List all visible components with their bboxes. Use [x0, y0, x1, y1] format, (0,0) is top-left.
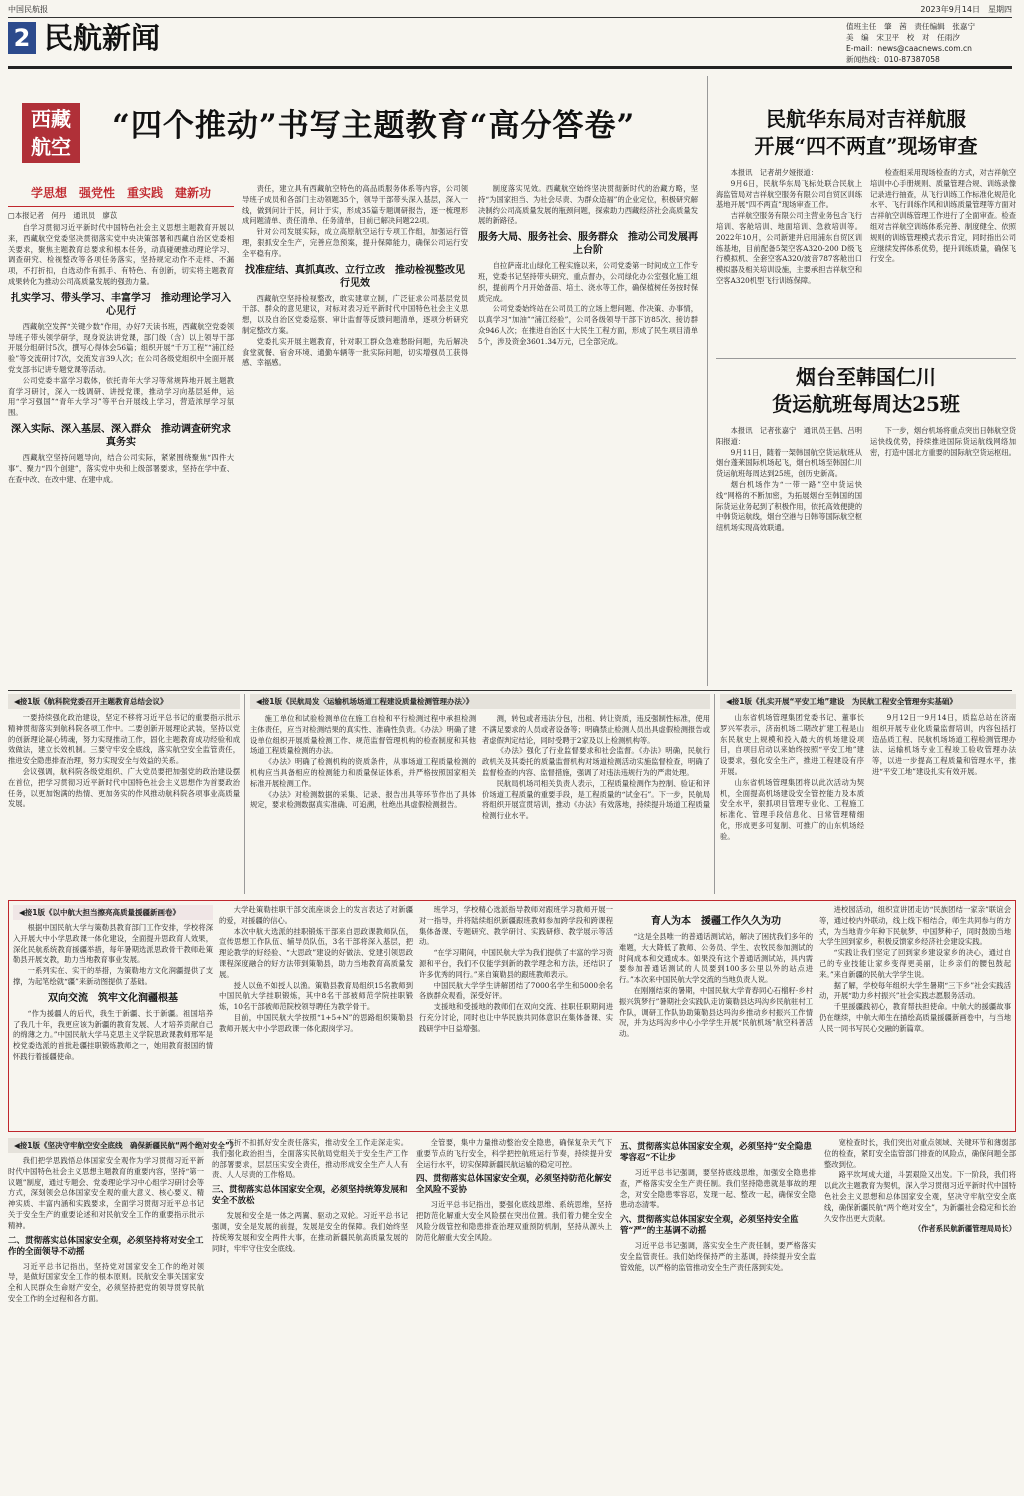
paragraph: 9月6日，民航华东局飞标处联合民航上海监管局对吉祥航空服务有限公司自贸区训练基地开展“四不两直”现场审查工作。 — [716, 178, 862, 210]
paragraph: “作为援疆人的后代，我生于新疆、长于新疆。祖国培养了我几十年，我更应该为新疆的教育发展、人才培养贡献自己的绵薄之力。”中国民航大学马克思主义学院思政课教师邢军是校党委选派的首批赴疆挂职锻炼教师之一，她用教育报国的情怀践行着援疆使命。 — [13, 1008, 213, 1061]
article-column — [619, 905, 813, 1129]
editorial-credits — [846, 21, 1016, 65]
headline-line: 民航华东局对吉祥航服 — [766, 107, 966, 131]
paragraph: 习近平总书记强调，落实安全生产责任制，要严格落实安全监管责任。我们始终保持严的主基调，持续提升安全监管效能，以严格的监管推动安全生产责任落到实处。 — [620, 1241, 816, 1272]
paragraph: 习近平总书记指出，坚持党对国家安全工作的绝对领导，是做好国家安全工作的根本原则。民航安全事关国家安全和人民群众生命财产安全，必须坚持把党的领导贯穿民航安全工作的全过程和各方面。 — [8, 1261, 204, 1303]
paragraph: 9月11日，随着一架韩国航空货运航班从烟台蓬莱国际机场起飞，烟台机场至韩国仁川货运航班每周达到25班，创历史新高。 — [716, 447, 862, 479]
subheading: 扎实学习、带头学习、丰富学习 推动理论学习入心见行 — [11, 292, 231, 317]
paragraph: 责任，建立具有西藏航空特色的高品质服务体系等内容，公司领导班子成员和各部门主动领题35个，领导干部带头深入基层，深入一线，做到问计于民，问计于实，形成35篇专题调研报告，逐一梳理形成问题清单、责任清单、任务清单，目前已解决问题22项。 — [242, 184, 468, 226]
paragraph: 山东省机场管理集团党委书记、董事长罗兴军表示，济南机场二期改扩建工程是山东民航史上规模和投入最大的机场建设项目，自项目启动以来始终按照“平安工地”建设要求，强化安全生产，推进工程建设有序开展。 — [720, 713, 864, 776]
subheading: 找准症结、真抓真改、立行立改 推动检视整改见行见效 — [245, 264, 465, 289]
paragraph: 施工单位和试验检测单位在施工自检和平行检测过程中承担检测主体责任，应当对检测结果的真实性、准确性负责。《办法》明确了建设单位组织开展质量检测工作、规范监督管理机构的检查制度和其他场道工程质量检测的办法。 — [250, 714, 476, 756]
paragraph: “实践让我们坚定了回到家乡建设家乡的决心，通过自己的专业技能让家乡变得更美丽，让乡亲们的腰包鼓起来。”来自新疆的民航大学学生说。 — [819, 948, 1011, 979]
headline-line: 货运航班每周达25班 — [772, 392, 960, 416]
lead-slogan: 学思想 强党性 重实践 建新功 — [30, 186, 211, 200]
paragraph: 制度落实见效。西藏航空始终坚决贯彻新时代的治藏方略，坚持“为国家担当、为社会尽责、为群众造福”的企业定位，积极研究解决制约公司高质量发展的瓶颈问题，探索助力西藏经济社会高质量发展的新路径。 — [478, 184, 698, 226]
paragraph: 《办法》明确了检测机构的资质条件，从事场道工程质量检测的机构应当具备相应的检测能力和质量保证体系，并严格按照国家相关标准开展检测工作。 — [250, 757, 476, 788]
paragraph: 西藏航空坚持问题导向，结合公司实际，紧紧围绕聚焦“四件大事”、聚力“四个创建”，落实党中央和上级部署要求，坚持在学中查、在查中改、在改中建、在建中成。 — [8, 452, 234, 484]
byline: □本报记者 何丹 通讯员 廖苡 — [8, 211, 118, 220]
paragraph: 发展和安全是一体之两翼、驱动之双轮。习近平总书记强调，安全是发展的前提，发展是安全的保障。我们始终坚持统筹发展和安全两件大事，在推动新疆民航高质量发展的同时，牢牢守住安全底线。 — [212, 1211, 408, 1253]
continued-article — [8, 1138, 1016, 1490]
subheading: 深入实际、深入基层、深入群众 推动调查研究求真务实 — [11, 423, 231, 448]
article-column — [716, 426, 862, 684]
article-column — [8, 1138, 238, 1490]
credit-line: 值班主任 肇 茜 责任编辑 张嘉宁 — [846, 22, 976, 31]
paragraph: 《办法》强化了行业监督要求和社会监督。《办法》明确，民航行政机关及其委托的质量监督机构对场道检测活动实施监督检查，明确了监督检查的内容、监督措施，强调了对违法违规行为的严肃处理。 — [482, 746, 710, 777]
paragraph: 党委扎实开展主题教育，针对职工群众急难愁盼问题，先后解决食堂就餐、宿舍环境、通勤车辆等一批实际问题，切实增强员工获得感、幸福感。 — [242, 336, 468, 368]
paragraph: 支援地和受援地的教师们在双向交流、挂职任职期间进行充分讨论，同时也让中华民族共同体意识在集体备课、实践研学中日益增强。 — [419, 1002, 613, 1033]
byline: 本报讯 记者胡夕娅报道： — [730, 168, 819, 177]
headline-line: 开展“四不两直”现场审查 — [754, 134, 978, 158]
paragraph: 一系列实在、实干的举措，为策勒地方文化润疆提供了支撑，为起笔绘就“疆”来新动图提供了基础。 — [13, 966, 213, 986]
section-badge — [22, 103, 80, 163]
article-headline — [716, 364, 1016, 418]
paragraph: 班学习，学校精心选派指导教师对跟班学习教师开展一对一指导，并将陆续组织新疆跟班教师参加跨学段和跨课程集体备课、专题研究、教学研讨、实践研修、教学展示等活动。 — [419, 905, 613, 947]
continued-article — [8, 694, 240, 894]
paragraph: 目前，中国民航大学按照“1+5+N”的思路组织策勒县教师开展大中小学思政课一体化跟岗学习。 — [219, 1012, 413, 1033]
paragraph: 据了解，学校每年组织大学生暑期“三下乡”社会实践活动，开展“助力乡村振兴”社会实践志愿服务活动。 — [819, 980, 1011, 1001]
continued-article — [250, 694, 710, 710]
paragraph: 自学习贯彻习近平新时代中国特色社会主义思想主题教育开展以来，西藏航空党委坚决贯彻落实党中央决策部署和西藏自治区党委相关要求，聚焦主题教育总要求和根本任务，动真碰硬推动理论学习、调查研究、检视整改等各项任务落实，坚持规定动作不走样、不漏项，不打折扣，自选动作有抓手、有特色、有创新，切实将主题教育成果转化为推动公司高质量发展的强劲力量。 — [8, 223, 234, 286]
paragraph: 习近平总书记强调，要坚持底线思维，加强安全隐患排查，严格落实安全生产责任制。我们坚持隐患就是事故的理念，对安全隐患零容忍，发现一起、整改一起，确保安全隐患动态清零。 — [620, 1168, 816, 1210]
continuation-reference: ◀接1版《航科院党委召开主题教育总结会议》 — [8, 694, 240, 709]
subheading: 服务大局、服务社会、服务群众 推动公司发展再上台阶 — [478, 232, 698, 257]
issue-date: 2023年9月14日 星期四 — [920, 5, 1012, 14]
article-column — [250, 714, 476, 894]
paragraph: 吉祥航空服务有限公司主营业务包含飞行培训、客舱培训、地面培训、急救培训等。2022年10月，公司新建并启用浦东自贸区训练基地，目前配备5架空客A320-200 D级飞行模拟机、全套空客A320/波音787客舱出口模拟器及相关培训设施，主要承担吉祥航空和空客A320机型飞行训练保障。 — [716, 211, 862, 285]
paper-name: 中国民航报 — [8, 5, 48, 14]
continuation-reference: ◀接1版《以中航大担当擦亮高质量援疆新画卷》 — [13, 905, 213, 920]
lead-column-2 — [242, 184, 468, 684]
paragraph: 西藏航空发挥“关键少数”作用，办好7天读书班，西藏航空党委领导班子带头领学研学，现身说法讲党课，部门级（含）以上领导干部开展分组研讨5次，撰写心得体会56篇；组织开展“千万工程”“浦江经验”等交流研讨7次，交流发言39人次；在公司各级党组织中全面开展党支部书记讲专题党课等活动。 — [8, 321, 234, 374]
article-column — [620, 1138, 816, 1490]
author-note: （作者系民航新疆管理局局长） — [913, 1224, 1016, 1234]
article-column — [219, 905, 413, 1129]
paragraph: 公司党委始终站在公司员工的立场上想问题、作决策、办事情，以真学习“加油”“浦江经验”，公司各级领导干部下访85次、接访群众946人次；在推进自治区十大民生工程方面，形成了民生项目清单5个，涉及资金3601.34万元，已全部完成。 — [478, 304, 698, 346]
paragraph: 下一步，烟台机场将重点突出日韩航空货运快线优势，持续推进国际货运航线网络加密，打造中国北方重要的国际航空货运枢纽。 — [870, 426, 1016, 457]
subheading: 二、贯彻落实总体国家安全观，必须坚持将对安全工作的全面领导不动摇 — [8, 1235, 204, 1257]
article-column — [419, 905, 613, 1129]
subheading: 四、贯彻落实总体国家安全观，必须坚持防范化解安全风险不妥协 — [416, 1174, 612, 1196]
article-column — [870, 426, 1016, 684]
headline-line: 烟台至韩国仁川 — [796, 365, 936, 389]
paragraph: 进校园活动，组织宣讲团走访“民族团结一家亲”联谊会等，通过校内外联动，线上线下相结合，师生共同参与的方式，为当地青少年种下民航梦、中国梦种子，同时鼓励当地大学生回到家乡，积极反馈家乡经济社会建设实践。 — [819, 905, 1011, 947]
credit-line: 新闻热线：010-87387058 — [846, 55, 940, 64]
lead-headline: “四个推动”书写主题教育“高分答卷” — [112, 108, 636, 144]
paragraph: 本次中航大选派的挂职锻炼干部来自思政课教师队伍，宣传思想工作队伍、辅导员队伍，3名干部将深入基层，把理论教学的好经验、“大思政”建设的好做法、党建引领思政课程深度融合的好方法带到策勒县，助力当地教育高质量发展。 — [219, 926, 413, 979]
paragraph: “在学习期间，中国民航大学为我们提供了丰富的学习资源和平台，我们不仅能学到新的教学理念和方法，还结识了许多优秀的同行。”来自策勒县的跟班教师表示。 — [419, 948, 613, 979]
paragraph: 宽检查时长，我们突出对重点领域、关键环节和薄弱部位的检查，紧盯安全监管部门排查的风险点，确保问题全部整改到位。 — [824, 1138, 1016, 1169]
article-column — [716, 168, 862, 354]
lead-column-3 — [478, 184, 698, 684]
subheading: 双向交流 筑牢文化润疆根基 — [48, 992, 178, 1004]
paragraph: 习近平总书记指出，要强化底线思维、系统思维，坚持把防范化解重大安全风险摆在突出位置。我们着力健全安全风险分级管控和隐患排查治理双重预防机制，坚持从源头上防范化解重大安全风险。 — [416, 1200, 612, 1242]
continued-article — [720, 694, 1016, 894]
lead-column-1 — [8, 210, 234, 690]
subheading: 育人为本 援疆工作久久为功 — [651, 916, 781, 927]
paragraph: 山东省机场管理集团将以此次活动为契机，全面提高机场建设安全管控能力及本质安全水平，狠抓项目管理专业化、工程施工标准化、管理手段信息化、日常管理精细化，形成更多可复制、可推广的山东机场经验。 — [720, 777, 864, 841]
paragraph: 西藏航空坚持检视整改，敢实建章立制，广泛征求公司基层党员干部、群众的意见建议，对标对表习近平新时代中国特色社会主义思想，以及自治区党委巡察、审计监督等反馈问题清单，逐项分析研究制定整改方案。 — [242, 293, 468, 335]
paragraph: 根据中国民航大学与策勒县教育部门工作安排，学校将深入开展大中小学思政课一体化建设，全面提升思政育人效果，深化民航系统教育援疆举措，每年暑期选派思政骨干教师赴策勒县开展支教，助力当地教育事业发展。 — [13, 923, 213, 965]
article-column — [212, 1138, 408, 1490]
badge-line: 航空 — [31, 135, 71, 159]
paragraph: 《办法》对检测数据的采集、记录、报告出具等环节作出了具体规定，要求检测数据真实准确、可追溯，杜绝出具虚假检测报告。 — [250, 789, 476, 810]
byline: 本报讯 记者张嘉宁 通讯员王倡、吕明阳报道： — [716, 426, 862, 446]
article-column — [819, 905, 1011, 1129]
credit-line: 美 编 宋卫平 校 对 任雨汐 — [846, 33, 960, 42]
paragraph: 授人以鱼不如授人以渔。策勒县教育局组织15名教师到中国民航大学挂职锻炼，其中8名干部被师范学院挂职锻炼，10名干部被师范院校领导聘任为教学骨干。 — [219, 980, 413, 1012]
article-column — [416, 1138, 612, 1490]
paragraph: 9月12日一9月14日，质监总站在济南组织开展专业化质量监督培训，内容包括打造品质工程、民航机场场道工程检测管理办法、运输机场专业工程竣工验收管理办法等，以进一步提高工程质量和管理水平，推进“平安工地”建设扎实有效开展。 — [872, 713, 1016, 776]
paragraph: 测，转包或者违法分包，出租、转让资质，违反强制性标准，使用不满足要求的人员或者设备等；明确禁止检测人员出具虚假检测报告或者虚假判定结论，同时受聘于2家及以上检测机构等。 — [482, 714, 710, 745]
paragraph: 一要持续强化政治建设，坚定不移将习近平总书记的重要指示批示精神贯彻落实到航科院各项工作中。二要创新开展理论武装，坚持以党的创新理论凝心铸魂，努力实现推动工作，固化主题教育成功经验和成效做法，建立长效机制。三要守牢安全底线，落实航空安全监管责任，推进安全隐患排查治理，努力实现安全与效益的关系。 — [8, 713, 240, 766]
section-title: 民航新闻 — [44, 21, 161, 55]
paragraph: “这是全县唯一的普通话测试站，解决了困扰我们多年的难题，大大降低了教师、公务员、学生、农牧民参加测试的时间成本和交通成本。如果没有这个普通话测试站，具内需要参加普通话测试的人员要到100多公里以外的站点进行。”本次来中国民航大学交流的当地负责人说。 — [619, 932, 813, 985]
paragraph: 大学赴策勒挂职干部交流座谈会上的发言表达了对新疆的爱，对援疆的信心。 — [219, 905, 413, 925]
subheading: 三、贯彻落实总体国家安全观，必须坚持统筹发展和安全不放松 — [212, 1185, 408, 1207]
continuation-reference: ◀接1版《扎实开展“平安工地”建设 为民航工程安全管理夯实基础》 — [720, 694, 1016, 709]
article-column — [824, 1138, 1016, 1490]
badge-line: 西藏 — [31, 107, 71, 131]
page-number: 2 — [8, 22, 36, 54]
article-column — [13, 905, 213, 1129]
paragraph: 自拉萨南北山绿化工程实施以来，公司党委第一时间成立工作专班，党委书记坚持带头研究、重点督办，公司绿化办公室强化施工组织，提前两个月开始备苗、培土、浇水等工作，确保植树任务按时保质完成。 — [478, 261, 698, 303]
paragraph: 烟台机场作为“一带一路”空中货运快线“网格的不断加密，为拓展烟台至韩国的国际货运业务起到了积极作用，依托高效便捷的中韩货运航线，烟台空港与日韩等国际航空枢纽机场实现高效联通。 — [716, 479, 862, 533]
paragraph: 会议强调，航科院各级党组织、广大党员要把加强党的政治建设摆在首位，把学习贯彻习近平新时代中国特色社会主义思想作为首要政治任务，以更加饱满的热情、更加务实的作风推动航科院各项事业高质量发展。 — [8, 766, 240, 809]
article-headline — [716, 106, 1016, 160]
continued-article-box — [8, 900, 1016, 1132]
subheading: 五、贯彻落实总体国家安全观，必须坚持“安全隐患零容忍”不让步 — [620, 1142, 812, 1163]
subheading: 六、贯彻落实总体国家安全观，必须坚持安全监管“严”的主基调不动摇 — [620, 1215, 799, 1237]
paragraph: 公司党委丰富学习载体，依托青年大学习等常规阵地开展主题教育学习研讨，深入一线调研、讲授党课，推动学习向基层延伸，运用“学习强国”“青年大学习”等平台开展线上学习，营造浓厚学习氛围。 — [8, 375, 234, 418]
paragraph: 针对公司发展实际，成立高原航空运行专项工作组，加强运行管理，狠抓安全生产，完善应急预案，提升保障能力，确保公司运行安全平稳有序。 — [242, 227, 468, 258]
paragraph: 路平坎坷成大道，斗罢艰险又出发。下一阶段，我们将以此次主题教育为契机，深入学习贯彻习近平新时代中国特色社会主义思想和总体国家安全观，坚决守牢航空安全底线，确保新疆民航“两个绝对安全”，为新疆社会稳定和长治久安作出更大贡献。 — [824, 1170, 1016, 1223]
article-column — [482, 714, 710, 894]
paragraph: 不折不扣抓好安全责任落实，推动安全工作走深走实。我们强化政治担当，全面落实民航局党组关于安全生产工作的部署要求，层层压实安全责任，推动形成安全生产人人有责、人人尽责的工作格局。 — [212, 1138, 408, 1180]
continuation-reference: ◀接1版《坚决守牢航空安全底线 确保新疆民航“两个绝对安全”》 — [8, 1138, 204, 1153]
paragraph: 中国民航大学学生讲解团结了7000名学生和5000余名各族群众观看，深受好评。 — [419, 980, 613, 1001]
paragraph: 千里援疆践初心，教育帮扶担使命。中航大的援疆故事仍在继续，中航大师生在描绘高质量援疆新画卷中，与当地人民一同书写民心交融的新篇章。 — [819, 1002, 1011, 1033]
paragraph: 在刚刚结束的暑期，中国民航大学青春同心石榴籽·乡村振兴筑梦行”暑期社会实践队走访策勒县达玛沟乡民航驻村工作队，调研工作队协助策勒县达玛沟乡推动乡村振兴工作情况，并为达玛沟乡中心小学学生开展“民航机场”航空科普活动。 — [619, 985, 813, 1039]
continuation-reference: ◀接1版《民航局发〈运输机场场道工程建设质量检测管理办法〉》 — [250, 694, 710, 709]
credit-line: E-mail：news@caacnews.com.cn — [846, 44, 972, 53]
article-column — [870, 168, 1016, 354]
paragraph: 全管要，集中力量推动整治安全隐患，确保复杂天气下重要节点的飞行安全，科学把控航班运行节奏，持续提升安全运行水平，切实保障新疆民航运输的稳定可控。 — [416, 1138, 612, 1169]
paragraph: 检查组采用现场检查的方式，对吉祥航空培训中心手册规则、质量管理合规、训练录像记录进行抽查，从飞行训练工作标准化规范化水平、飞行训练作风和训练质量管理等方面对吉祥航空训练管理工作进行了全面审查。检查组对吉祥航空训练体系完善、制度健全、依照规则的训练管理模式表示肯定，同时指出公司应继续发挥体系优势，提升训练质量，确保飞行安全。 — [870, 168, 1016, 264]
paragraph: 民航局机场司相关负责人表示，工程质量检测作为控制、验证和评价场道工程质量的重要手段，是工程质量的“试金石”。下一步，民航局将组织开展宣贯培训，推动《办法》有效落地，持续提升场道工程质量检测行业水平。 — [482, 778, 710, 821]
paragraph: 我们把学思践悟总体国家安全观作为学习贯彻习近平新时代中国特色社会主义思想主题教育的重要内容，坚持“第一议题”制度，通过专题会、党委理论学习中心组学习研讨会等方式，深刻领会总体国家安全观的重大意义、核心要义、精神实质、丰富内涵和实践要求，全面学习贯彻习近平总书记关于安全生产的重要论述和对民航安全工作的重要指示批示精神。 — [8, 1156, 204, 1230]
